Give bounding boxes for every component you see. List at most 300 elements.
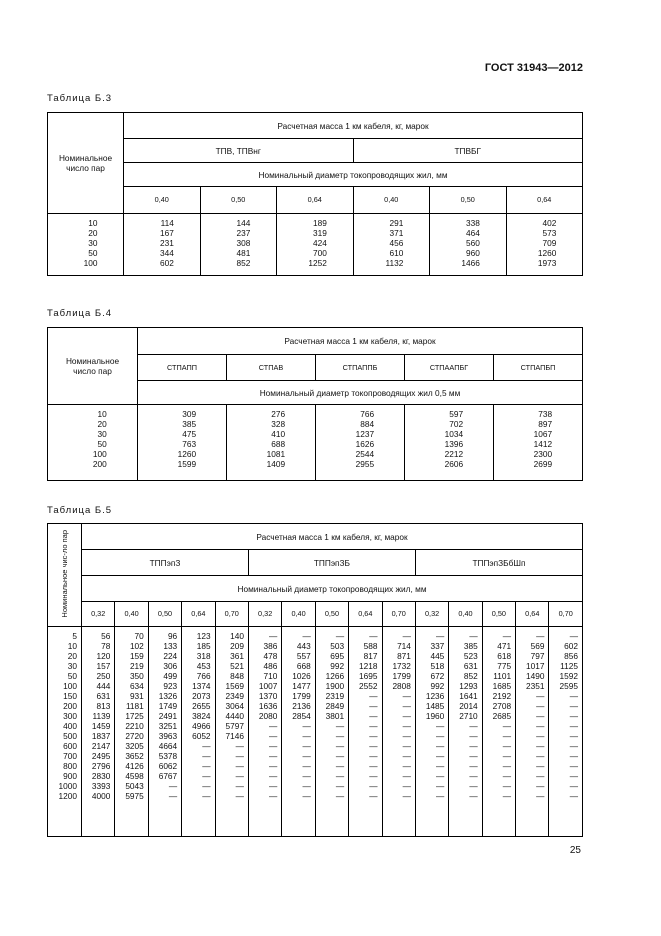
- value: 884: [360, 419, 375, 429]
- value-column: [494, 405, 583, 481]
- value: 123: [196, 631, 211, 641]
- value: —: [302, 791, 311, 801]
- value: 1485: [425, 701, 445, 711]
- value: —: [269, 781, 278, 791]
- value: 523: [463, 651, 478, 661]
- value: 4000: [91, 791, 111, 801]
- size-header: 0,70: [215, 602, 248, 627]
- value: 10: [97, 409, 107, 419]
- value: 2495: [91, 751, 111, 761]
- value-column: [182, 627, 215, 837]
- value: —: [269, 771, 278, 781]
- value: 634: [129, 681, 144, 691]
- brand-header: СТПАПБП: [494, 355, 583, 381]
- value: —: [536, 631, 545, 641]
- value: 10: [67, 641, 77, 651]
- value: 350: [129, 671, 144, 681]
- value: 668: [296, 661, 311, 671]
- value: —: [235, 741, 244, 751]
- value: 1200: [58, 791, 77, 801]
- value: —: [269, 751, 278, 761]
- value: —: [202, 751, 211, 761]
- value: 763: [182, 439, 197, 449]
- value: —: [436, 731, 445, 741]
- value: 300: [63, 711, 77, 721]
- value: —: [269, 631, 278, 641]
- value: —: [269, 731, 278, 741]
- value: 4966: [192, 721, 211, 731]
- size-header: 0,70: [549, 602, 583, 627]
- value: 50: [67, 671, 77, 681]
- value: 2491: [158, 711, 178, 721]
- value: 3393: [91, 781, 111, 791]
- brand-header: ТППэпЗ: [82, 550, 249, 576]
- value: —: [335, 771, 345, 781]
- value: 1017: [526, 661, 545, 671]
- value: 1266: [325, 671, 345, 681]
- size-header: 0,40: [353, 187, 430, 214]
- value: 700: [313, 248, 327, 258]
- value: 6062: [158, 761, 178, 771]
- value: 2147: [91, 741, 111, 751]
- value: 2136: [292, 701, 311, 711]
- value: 573: [542, 228, 557, 238]
- value: 852: [463, 671, 478, 681]
- size-header: 0,40: [282, 602, 315, 627]
- value: 1370: [258, 691, 278, 701]
- value: 70: [134, 631, 144, 641]
- value: 1837: [91, 731, 111, 741]
- value: 521: [230, 661, 244, 671]
- value: —: [502, 721, 512, 731]
- value: 1685: [492, 681, 512, 691]
- value: 631: [96, 691, 111, 701]
- value: —: [369, 701, 378, 711]
- value: —: [502, 761, 512, 771]
- value: —: [369, 761, 378, 771]
- value: —: [302, 771, 311, 781]
- value: 503: [330, 641, 345, 651]
- value: —: [569, 741, 578, 751]
- brand-header: СТПААПБГ: [405, 355, 494, 381]
- value: 2080: [258, 711, 278, 721]
- value: —: [168, 791, 178, 801]
- value: 766: [360, 409, 375, 419]
- value: 2014: [459, 701, 478, 711]
- value: 464: [466, 228, 480, 238]
- value: —: [302, 631, 311, 641]
- value: —: [536, 791, 545, 801]
- value: 3205: [125, 741, 144, 751]
- value-column: [316, 405, 405, 481]
- diameter-header: Номинальный диаметр токопроводящих жил, мм: [82, 576, 583, 602]
- value: —: [436, 791, 445, 801]
- table-b4: [47, 327, 583, 481]
- value: 1252: [308, 258, 327, 268]
- value: —: [569, 761, 578, 771]
- value-column: [549, 627, 583, 837]
- size-header: 0,40: [124, 187, 201, 214]
- value: 486: [263, 661, 278, 671]
- value: 797: [530, 651, 545, 661]
- value: 30: [88, 238, 98, 248]
- value: —: [202, 791, 211, 801]
- pairs-column: [48, 405, 138, 481]
- table-b5: [47, 523, 583, 837]
- value: —: [402, 791, 411, 801]
- brand-header: ТПВБГ: [353, 139, 583, 163]
- value-column: [248, 627, 281, 837]
- table-b4-caption: Таблица Б.4: [47, 308, 113, 319]
- value: —: [536, 771, 545, 781]
- value: —: [369, 791, 378, 801]
- value: —: [369, 691, 378, 701]
- size-row: [48, 602, 583, 627]
- value: —: [335, 751, 345, 761]
- value: —: [502, 781, 512, 791]
- value: 1000: [58, 781, 77, 791]
- value: —: [402, 761, 411, 771]
- value: —: [369, 731, 378, 741]
- value: 2849: [325, 701, 345, 711]
- value: —: [369, 751, 378, 761]
- value: 2796: [91, 761, 111, 771]
- value: 400: [63, 721, 77, 731]
- value: 738: [538, 409, 553, 419]
- value: —: [235, 771, 244, 781]
- value: 5043: [125, 781, 144, 791]
- value: —: [402, 731, 411, 741]
- value: 338: [466, 218, 480, 228]
- value: 1007: [258, 681, 278, 691]
- value: 1636: [258, 701, 278, 711]
- value: —: [436, 631, 445, 641]
- pairs-column: [48, 214, 124, 276]
- value: 960: [466, 248, 480, 258]
- value: —: [302, 751, 311, 761]
- value: 50: [97, 439, 107, 449]
- value: —: [469, 781, 478, 791]
- value: —: [369, 771, 378, 781]
- value: 1799: [292, 691, 311, 701]
- value: —: [436, 781, 445, 791]
- value: 856: [564, 651, 578, 661]
- size-header: 0,50: [482, 602, 515, 627]
- value: 3801: [325, 711, 345, 721]
- value: 133: [163, 641, 178, 651]
- value: 424: [313, 238, 327, 248]
- value: —: [469, 771, 478, 781]
- value: 456: [389, 238, 404, 248]
- value: 144: [236, 218, 251, 228]
- mass-header: Расчетная масса 1 км кабеля, кг, марок: [124, 113, 583, 139]
- value: 631: [463, 661, 478, 671]
- value: 688: [271, 439, 286, 449]
- value: —: [569, 771, 578, 781]
- value: —: [502, 751, 512, 761]
- value: 714: [397, 641, 411, 651]
- value: —: [469, 741, 478, 751]
- value: 1973: [537, 258, 557, 268]
- value: 2685: [492, 711, 512, 721]
- value-column: [382, 627, 415, 837]
- data-row: [48, 214, 583, 276]
- value: —: [536, 711, 545, 721]
- value: 100: [92, 449, 107, 459]
- value: 250: [96, 671, 111, 681]
- value-column: [315, 627, 348, 837]
- stub-header: Номинальное число пар: [48, 328, 138, 405]
- value: 848: [230, 671, 244, 681]
- value: 2552: [359, 681, 378, 691]
- value-column: [482, 627, 515, 837]
- value: —: [536, 781, 545, 791]
- value: 992: [430, 681, 445, 691]
- value: 371: [389, 228, 404, 238]
- value: 1236: [425, 691, 445, 701]
- value: 443: [296, 641, 311, 651]
- stub-header: Номинальное число пар: [48, 113, 124, 214]
- value: 20: [67, 651, 77, 661]
- value: 2808: [392, 681, 411, 691]
- brand-header: СТПАПП: [138, 355, 227, 381]
- value: 2192: [492, 691, 512, 701]
- value: 167: [160, 228, 174, 238]
- value-column: [449, 627, 482, 837]
- size-header: 0,50: [430, 187, 507, 214]
- value: 30: [97, 429, 107, 439]
- value: 200: [63, 701, 77, 711]
- value: —: [402, 711, 411, 721]
- value: 6052: [192, 731, 211, 741]
- pairs-column: [48, 627, 82, 837]
- value: 602: [160, 258, 174, 268]
- data-row: [48, 627, 583, 837]
- value: 209: [230, 641, 244, 651]
- standard-header: ГОСТ 31943—2012: [484, 62, 583, 74]
- value: 445: [430, 651, 445, 661]
- value-column: [227, 405, 316, 481]
- value: 2351: [526, 681, 545, 691]
- value-column: [148, 627, 181, 837]
- value: 6767: [158, 771, 178, 781]
- value: 569: [530, 641, 545, 651]
- size-header: 0,64: [277, 187, 354, 214]
- value: 319: [313, 228, 327, 238]
- value: —: [335, 631, 345, 641]
- value: 7146: [225, 731, 244, 741]
- value: 56: [101, 631, 111, 641]
- value-column: [516, 627, 549, 837]
- value: 1101: [493, 671, 512, 681]
- value: 3064: [225, 701, 244, 711]
- value: 114: [160, 218, 174, 228]
- value: 185: [196, 641, 211, 651]
- value: 2319: [325, 691, 345, 701]
- value: —: [335, 721, 345, 731]
- value-column: [200, 214, 277, 276]
- value: 618: [497, 651, 512, 661]
- value: 20: [88, 228, 98, 238]
- value: 5378: [158, 751, 178, 761]
- value: 775: [497, 661, 512, 671]
- value-column: [115, 627, 148, 837]
- value: 1749: [158, 701, 178, 711]
- value: —: [335, 781, 345, 791]
- value: 159: [129, 651, 144, 661]
- value-column: [353, 214, 430, 276]
- value: 453: [196, 661, 211, 671]
- value: 276: [271, 409, 286, 419]
- value: —: [235, 791, 244, 801]
- value: —: [369, 711, 378, 721]
- stub-header: Номинальное чис-ло пар: [48, 524, 82, 627]
- value: 478: [263, 651, 278, 661]
- mass-header: Расчетная масса 1 км кабеля, кг, марок: [138, 328, 583, 355]
- value-column: [138, 405, 227, 481]
- value-column: [506, 214, 583, 276]
- value: 306: [163, 661, 178, 671]
- value: —: [569, 721, 578, 731]
- value: —: [569, 791, 578, 801]
- value: —: [335, 731, 345, 741]
- value: —: [202, 781, 211, 791]
- value: —: [369, 741, 378, 751]
- value: —: [536, 721, 545, 731]
- value: 386: [263, 641, 278, 651]
- value: —: [502, 771, 512, 781]
- value: —: [202, 771, 211, 781]
- value: 140: [230, 631, 244, 641]
- value: —: [502, 731, 512, 741]
- value: 4598: [125, 771, 144, 781]
- diameter-header: Номинальный диаметр токопроводящих жил, мм: [124, 163, 583, 187]
- value: —: [536, 751, 545, 761]
- value: —: [235, 761, 244, 771]
- size-header: 0,40: [449, 602, 482, 627]
- value: —: [269, 761, 278, 771]
- value: 337: [430, 641, 445, 651]
- value: 328: [271, 419, 286, 429]
- value: 10: [88, 218, 98, 228]
- value: 600: [63, 741, 77, 751]
- value: —: [402, 691, 411, 701]
- value: —: [569, 731, 578, 741]
- brand-header: СТПАППБ: [316, 355, 405, 381]
- table-b3: [47, 112, 583, 276]
- value: 1477: [292, 681, 311, 691]
- value: 1396: [444, 439, 464, 449]
- value: 2544: [355, 449, 375, 459]
- table-b3-caption: Таблица Б.3: [47, 93, 113, 104]
- value: —: [335, 741, 345, 751]
- value: —: [502, 791, 512, 801]
- size-header: 0,70: [382, 602, 415, 627]
- value-column: [282, 627, 315, 837]
- value: —: [436, 771, 445, 781]
- value: 1326: [158, 691, 178, 701]
- value: 2300: [533, 449, 553, 459]
- value: —: [369, 781, 378, 791]
- value: 291: [389, 218, 404, 228]
- value: 557: [296, 651, 311, 661]
- value: 500: [63, 731, 77, 741]
- value: 610: [389, 248, 404, 258]
- page-number: 25: [569, 845, 581, 856]
- value: 444: [96, 681, 111, 691]
- value: 2655: [192, 701, 211, 711]
- value: 2720: [125, 731, 144, 741]
- value: 2710: [459, 711, 478, 721]
- value: 710: [263, 671, 278, 681]
- size-header: 0,50: [315, 602, 348, 627]
- size-header: 0,50: [148, 602, 181, 627]
- value: 385: [463, 641, 478, 651]
- value: 2699: [533, 459, 553, 469]
- value: —: [469, 791, 478, 801]
- value: 709: [542, 238, 557, 248]
- value-column: [277, 214, 354, 276]
- size-header: 0,64: [506, 187, 583, 214]
- value: 231: [160, 238, 174, 248]
- value: —: [302, 781, 311, 791]
- value: —: [269, 721, 278, 731]
- value: 800: [63, 761, 77, 771]
- value: 931: [129, 691, 144, 701]
- value: 1459: [91, 721, 111, 731]
- value: 120: [96, 651, 111, 661]
- value: —: [569, 751, 578, 761]
- value: 1412: [533, 439, 553, 449]
- value: 471: [497, 641, 512, 651]
- value: 78: [101, 641, 111, 651]
- value: 200: [92, 459, 107, 469]
- value: —: [202, 741, 211, 751]
- value: 5797: [225, 721, 244, 731]
- value: 150: [63, 691, 77, 701]
- size-header: 0,64: [182, 602, 215, 627]
- value: —: [536, 731, 545, 741]
- value: 475: [182, 429, 197, 439]
- value: —: [469, 761, 478, 771]
- value: 3251: [158, 721, 178, 731]
- value: 2830: [91, 771, 111, 781]
- value: 560: [466, 238, 480, 248]
- value: 4664: [158, 741, 178, 751]
- value: 1081: [266, 449, 286, 459]
- value: —: [235, 751, 244, 761]
- value: —: [302, 731, 311, 741]
- value: 871: [397, 651, 411, 661]
- value: 308: [236, 238, 251, 248]
- value-column: [415, 627, 448, 837]
- value: 900: [63, 771, 77, 781]
- value: 1599: [177, 459, 197, 469]
- value: —: [202, 761, 211, 771]
- value: —: [369, 631, 378, 641]
- value: 1026: [292, 671, 311, 681]
- value: 3652: [125, 751, 144, 761]
- value: 602: [564, 641, 578, 651]
- value: 2212: [444, 449, 464, 459]
- value: 1569: [225, 681, 244, 691]
- value: 2708: [492, 701, 512, 711]
- value: 1626: [355, 439, 375, 449]
- value: 4440: [225, 711, 244, 721]
- value: 318: [196, 651, 211, 661]
- value: 1725: [125, 711, 144, 721]
- value: 224: [163, 651, 178, 661]
